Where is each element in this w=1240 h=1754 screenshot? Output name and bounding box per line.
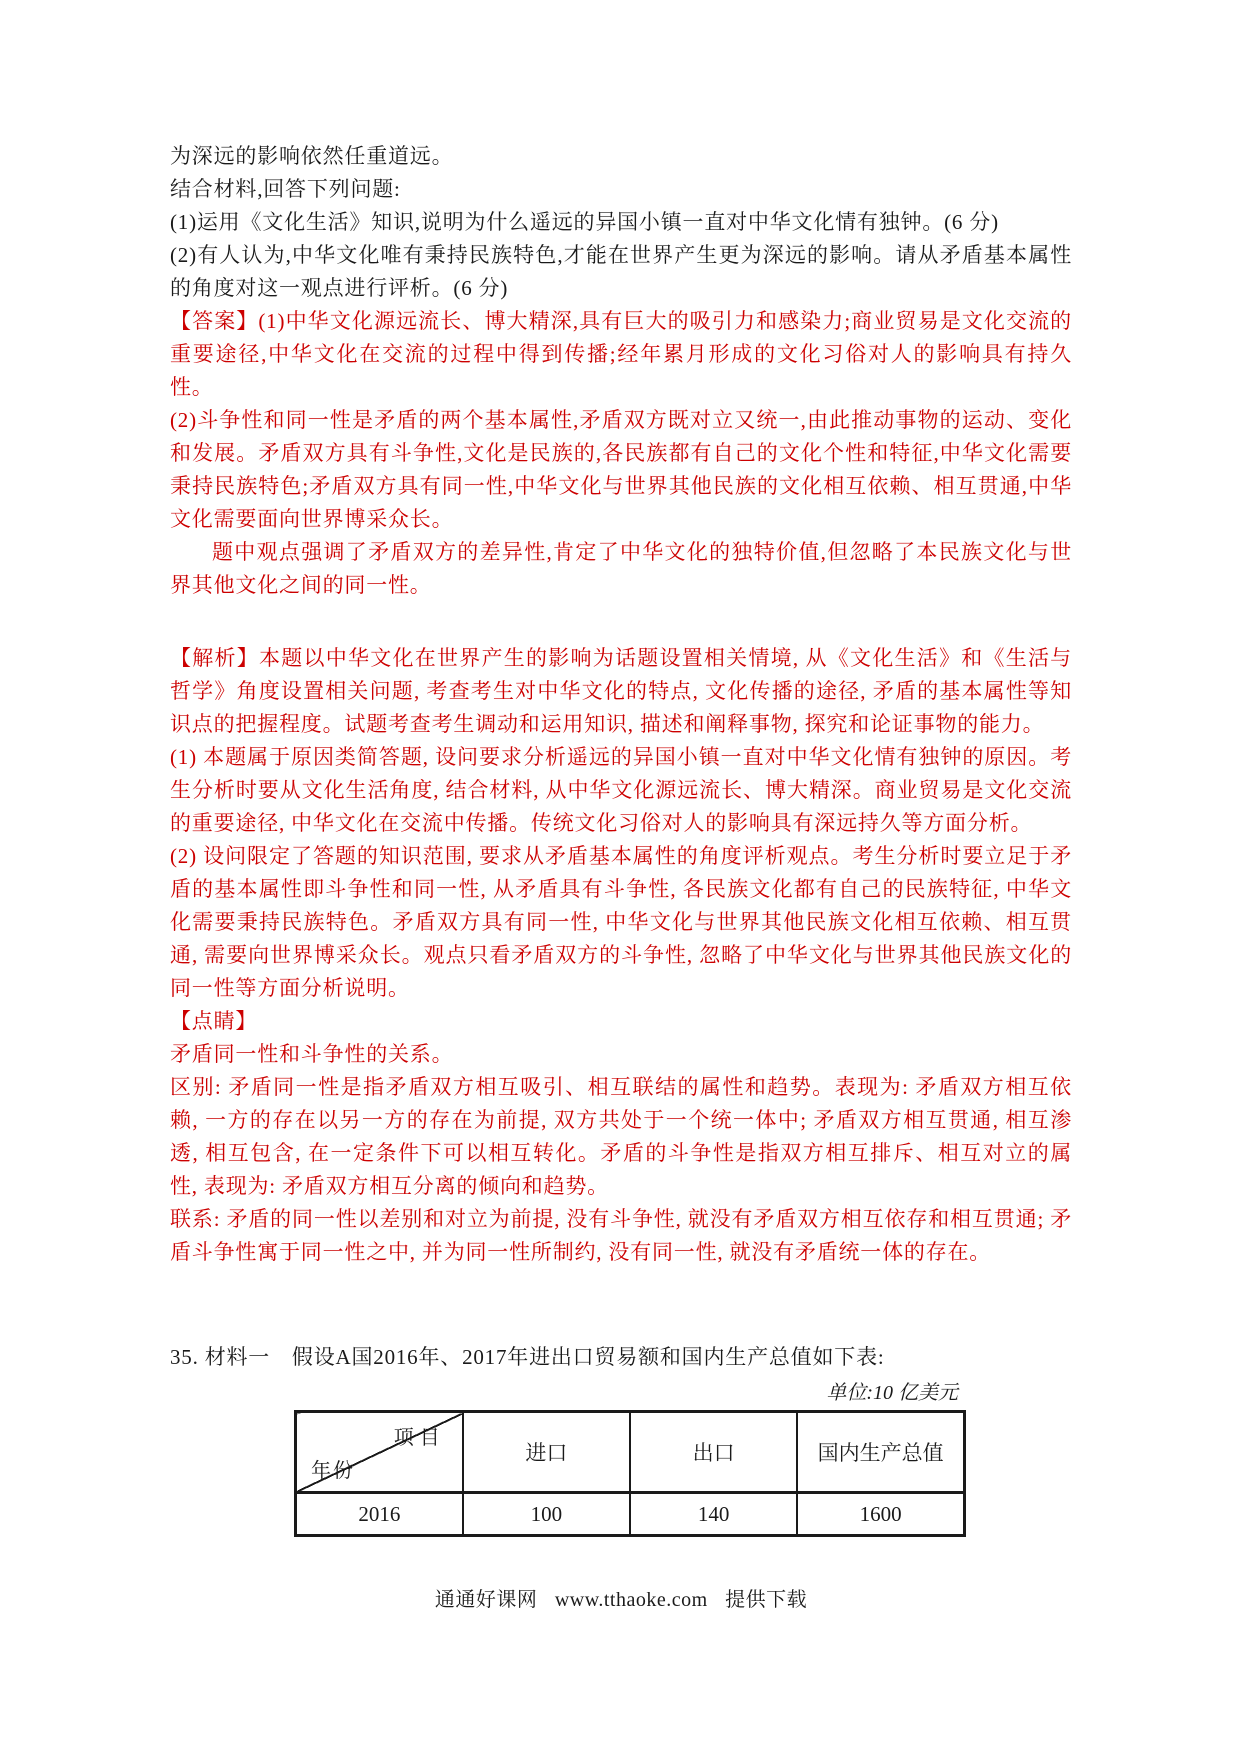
analysis-point-2: (2) 设问限定了答题的知识范围, 要求从矛盾基本属性的角度评析观点。考生分析时要立足于矛盾的基本属性即斗争性和同一性, 从矛盾具有斗争性, 各民族文化都有自己的民族特征, 中华文化需要秉持民族特色。矛盾双方具有同一性, 中华文化与世界其他民族文化相互依赖、相互贯通, 需要向世界博采众长。观点只看矛盾双方的斗争性, 忽略了中华文化与世界其他民族文化的同一性等方面分析说明。 — [170, 844, 1072, 1000]
answer-part-2: (2)斗争性和同一性是矛盾的两个基本属性,矛盾双方既对立又统一,由此推动事物的运动、变化和发展。矛盾双方具有斗争性,文化是民族的,各民族都有自己的文化个性和特征,中华文化需要秉持民族特色;矛盾双方具有同一性,中华文化与世界其他民族的文化相互依赖、相互贯通,中华文化需要面向世界博采众长。 — [170, 408, 1072, 531]
table-header-row — [296, 1412, 965, 1493]
column-header-gdp: 国内生产总值 — [797, 1412, 964, 1493]
column-header-export: 出口 — [630, 1412, 797, 1493]
analysis-point-1: (1) 本题属于原因类简答题, 设问要求分析遥远的异国小镇一直对中华文化情有独钟的原因。考生分析时要从文化生活角度, 结合材料, 从中华文化源远流长、博大精深。商业贸易是文化交流的重要途径, 中华文化在交流中传播。传统文化习俗对人的影响具有深远持久等方面分析。 — [170, 745, 1072, 835]
cell-import-2016: 100 — [463, 1493, 630, 1536]
corner-label-year: 年份 — [311, 1460, 355, 1482]
cell-gdp-2016: 1600 — [797, 1493, 964, 1536]
column-header-import: 进口 — [463, 1412, 630, 1493]
analysis-intro: 【解析】本题以中华文化在世界产生的影响为话题设置相关情境, 从《文化生活》和《生活与哲学》角度设置相关问题, 考查考生对中华文化的特点, 文化传播的途径, 矛盾的基本属性等知识点的把握程度。试题考查考生调动和运用知识, 描述和阐释事物, 探究和论证事物的能力。 — [170, 646, 1072, 736]
table-unit-label: 单位:10 亿美元 — [826, 1382, 958, 1404]
section-gap — [170, 602, 1072, 642]
trade-gdp-table — [294, 1410, 966, 1537]
document-content — [170, 140, 1072, 1612]
corner-label-project: 项目 — [393, 1427, 446, 1449]
table-corner-cell — [296, 1412, 463, 1493]
material-tail-line: 为深远的影响依然任重道远。 — [170, 144, 454, 168]
answer-part-3: 题中观点强调了矛盾双方的差异性,肯定了中华文化的独特价值,但忽略了本民族文化与世界其他文化之间的同一性。 — [170, 540, 1072, 597]
highlight-difference: 区别: 矛盾同一性是指矛盾双方相互吸引、相互联结的属性和趋势。表现为: 矛盾双方相互依赖, 一方的存在以另一方的存在为前提, 双方共处于一个统一体中; 矛盾双方相互贯通, 相互渗透, 相互包含, 在一定条件下可以相互转化。矛盾的斗争性是指双方相互排斥、相互对立的属性, 表现为: 矛盾双方相互分离的倾向和趋势。 — [170, 1075, 1072, 1198]
question-2: (2)有人认为,中华文化唯有秉持民族特色,才能在世界产生更为深远的影响。请从矛盾基本属性的角度对这一观点进行评析。(6 分) — [170, 243, 1072, 300]
site-footer — [170, 1583, 1072, 1612]
combine-material-line: 结合材料,回答下列问题: — [170, 177, 401, 201]
answer-part-1: 【答案】(1)中华文化源远流长、博大精深,具有巨大的吸引力和感染力;商业贸易是文化交流的重要途径,中华文化在交流的过程中得到传播;经年累月形成的文化习俗对人的影响具有持久性。 — [170, 309, 1072, 399]
question-1: (1)运用《文化生活》知识,说明为什么遥远的异国小镇一直对中华文化情有独钟。(6 分) — [170, 210, 999, 234]
question-35-stem: 35. 材料一 假设A国2016年、2017年进出口贸易额和国内生产总值如下表: — [170, 1345, 885, 1369]
highlight-connection: 联系: 矛盾的同一性以差别和对立为前提, 没有斗争性, 就没有矛盾双方相互依存和相互贯通; 矛盾斗争性寓于同一性之中, 并为同一性所制约, 没有同一性, 就没有矛盾统一体的存在。 — [170, 1207, 1072, 1264]
cell-year-2016: 2016 — [296, 1493, 463, 1536]
table-row-2016 — [296, 1493, 965, 1536]
footer-url: www.tthaoke.com — [554, 1589, 708, 1611]
section-gap — [170, 1269, 1072, 1341]
footer-suffix: 提供下载 — [725, 1589, 808, 1611]
highlight-topic: 矛盾同一性和斗争性的关系。 — [170, 1042, 454, 1066]
highlight-label: 【点睛】 — [170, 1009, 258, 1033]
cell-export-2016: 140 — [630, 1493, 797, 1536]
footer-site-name: 通通好课网 — [434, 1589, 538, 1611]
